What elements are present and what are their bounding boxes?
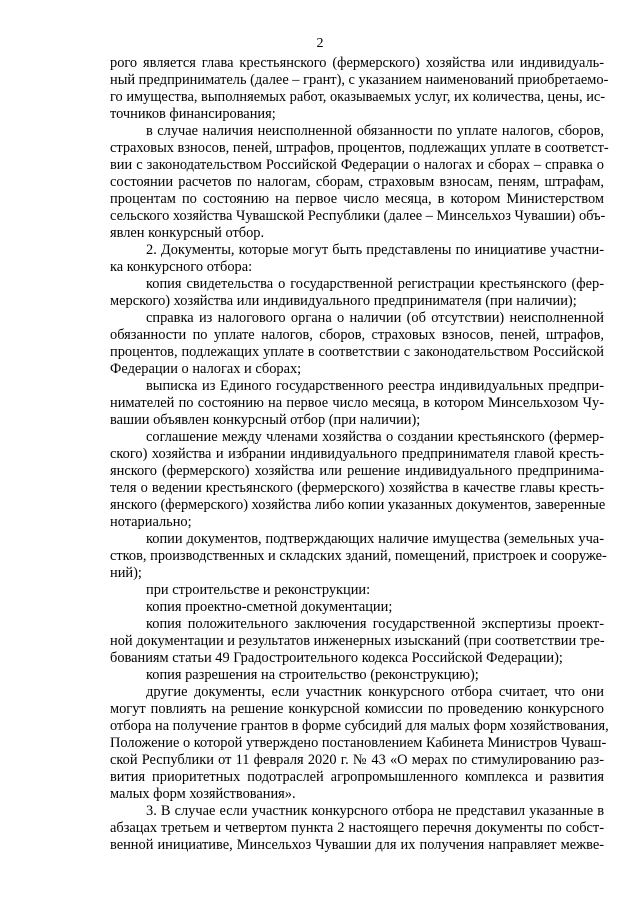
text-line: выписка из Единого государственного реестра индивидуальных предпри- [146,378,604,394]
text-line: при строительстве и реконструкции: [146,582,371,598]
text-line: копии документов, подтверждающих наличие имущества (земельных уча- [146,531,604,547]
text-line: бованиям статьи 49 Градостроительного кодекса Российской Федерации); [110,650,563,666]
text-line: копия проектно-сметной документации; [146,599,393,615]
text-line: другие документы, если участник конкурсного отбора считает, что они [146,684,604,700]
text-line: Положение о которой утверждено постановлением Кабинета Министров Чуваш- [110,735,607,751]
text-line: явлен конкурсный отбор. [110,225,265,241]
text-line: абзацах третьем и четвертом пункта 2 настоящего перечня документы по собст- [110,820,604,836]
text-line: процентам по состоянию на первое число месяца, в котором Министерством [110,191,604,207]
text-line: ний); [110,565,142,581]
text-line: малых форм хозяйствования». [110,786,296,802]
text-line: нотариально; [110,514,192,530]
text-line: обязанности по уплате налогов, сборов, страховых взносов, пеней, штрафов, [110,327,604,343]
text-line: копия разрешения на строительство (реконструкцию); [146,667,479,683]
text-line: 3. В случае если участник конкурсного отбора не представил указанные в [146,803,604,819]
text-line: процентов, подлежащих уплате в соответствии с законодательством Российской [110,344,604,360]
text-line: вашии объявлен конкурсный отбор (при наличии); [110,412,421,428]
text-line: справка из налогового органа о наличии (об отсутствии) неисполненной [146,310,604,326]
text-line: мерского) хозяйства или индивидуального предпринимателя (при наличии); [110,293,577,309]
text-line: нимателей по состоянию на первое число месяца, в котором Минсельхозом Чу- [110,395,604,411]
text-line: копия свидетельства о государственной регистрации крестьянского (фер- [146,276,604,292]
text-line: вития приоритетных подотраслей агропромышленного комплекса и развития [110,769,604,785]
text-line: го имущества, выполняемых работ, оказываемых услуг, их количества, цены, ис- [110,89,606,105]
text-line: венной инициативе, Минсельхоз Чувашии для их получения направляет межве- [110,837,604,853]
text-line: стков, производственных и складских зданий, помещений, пристроек и сооруже- [110,548,607,564]
text-line: точников финансирования; [110,106,276,122]
text-line: Федерации о налогах и сборах; [110,361,302,377]
text-line: ный предприниматель (далее – грант), с указанием наименований приобретаемо- [110,72,609,88]
text-line: соглашение между членами хозяйства о создании крестьянского (фермер- [146,429,604,445]
text-line: копия положительного заключения государственной экспертизы проект- [146,616,604,632]
text-line: страховых взносов, пеней, штрафов, процентов, подлежащих уплате в соответст- [110,140,609,156]
text-line: 2. Документы, которые могут быть представлены по инициативе участни- [146,242,604,258]
text-line: рого является глава крестьянского (фермерского) хозяйства или индивидуаль- [110,55,604,71]
text-line: ной документации и результатов инженерных изысканий (при соответствии тре- [110,633,605,649]
text-line: в случае наличия неисполненной обязанности по уплате налогов, сборов, [146,123,604,139]
text-line: вии с законодательством Российской Федерации о налогах и сборах – справка о [110,157,604,173]
text-line: ской Республики от 11 февраля 2020 г. № 43 «О мерах по стимулированию раз- [110,752,604,768]
text-line: янского (фермерского) хозяйства либо копии указанных документов, заверенные [110,497,606,513]
text-line: теля о ведении крестьянского (фермерского) хозяйства в качестве главы кресть- [110,480,604,496]
document-body [110,55,609,854]
text-line: янского (фермерского) хозяйства или решение индивидуального предпринима- [110,463,604,479]
text-line: состоянии расчетов по налогам, сборам, страховым взносам, пеням, штрафам, [110,174,604,190]
text-line: сельского хозяйства Чувашской Республики (далее – Минсельхоз Чувашии) объ- [110,208,606,224]
text-line: отбора на получение грантов в форме субсидий для малых форм хозяйствования, [110,718,609,734]
text-line: ка конкурсного отбора: [110,259,253,275]
page-number: 2 [316,36,324,51]
text-line: могут повлиять на решение конкурсной комиссии по проведению конкурсного [110,701,604,717]
text-line: ского) хозяйства и избрании индивидуального предпринимателя главой кресть- [110,446,604,462]
